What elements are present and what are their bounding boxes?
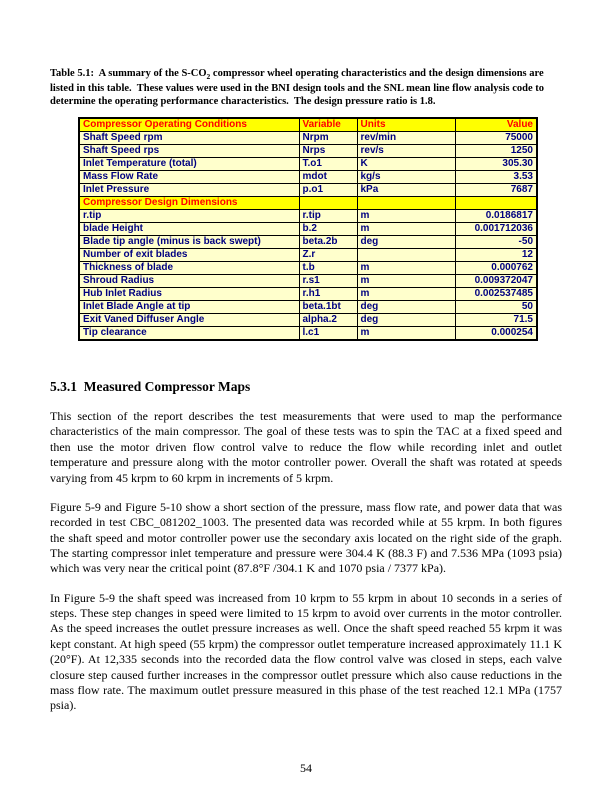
cell-units: rev/s bbox=[357, 145, 455, 158]
empty-cell bbox=[455, 197, 537, 210]
cell-name: Hub Inlet Radius bbox=[79, 288, 299, 301]
cell-variable: Nrpm bbox=[299, 132, 357, 145]
table-row bbox=[79, 210, 537, 223]
cell-name: Tip clearance bbox=[79, 327, 299, 341]
section-heading: 5.3.1 Measured Compressor Maps bbox=[50, 379, 251, 395]
cell-value: 0.000762 bbox=[455, 262, 537, 275]
cell-variable: r.h1 bbox=[299, 288, 357, 301]
cell-value: 0.002537485 bbox=[455, 288, 537, 301]
cell-value: 0.000254 bbox=[455, 327, 537, 341]
table-row bbox=[79, 314, 537, 327]
table-section-header-row bbox=[79, 197, 537, 210]
cell-units: deg bbox=[357, 314, 455, 327]
cell-variable: l.c1 bbox=[299, 327, 357, 341]
table-row bbox=[79, 288, 537, 301]
table-caption bbox=[50, 67, 562, 109]
table-caption-subscript: 2 bbox=[206, 72, 211, 82]
empty-cell bbox=[299, 197, 357, 210]
cell-value: 7687 bbox=[455, 184, 537, 197]
paragraph: In Figure 5-9 the shaft speed was increased from 10 krpm to 55 krpm in about 10 seconds in a series of steps. These step changes in speed were limited to 15 krpm to avoid over currents in the motor controller. As the speed increases the outlet pressure increases as well. Once the shaft speed reached 55 krpm it was kept constant. At high speed (55 krpm) the compressor outlet temperature increased approximately 11.1 K (20°F). At 12,335 seconds into the recorded data the flow control valve was closed in steps, each valve closure step caused further increases in the compressor outlet pressure which also cause reductions in the mass flow rate. The maximum outlet pressure measured in this phase of the test reached 12.1 MPa (1757 psia). bbox=[50, 590, 562, 713]
cell-value: -50 bbox=[455, 236, 537, 249]
cell-variable: Z.r bbox=[299, 249, 357, 262]
header-variable: Variable bbox=[299, 118, 357, 132]
cell-name: Shaft Speed rps bbox=[79, 145, 299, 158]
cell-variable: p.o1 bbox=[299, 184, 357, 197]
table-row bbox=[79, 275, 537, 288]
design-header-label: Compressor Design Dimensions bbox=[79, 197, 299, 210]
cell-variable: alpha.2 bbox=[299, 314, 357, 327]
table-row bbox=[79, 145, 537, 158]
cell-name: Inlet Pressure bbox=[79, 184, 299, 197]
cell-value: 50 bbox=[455, 301, 537, 314]
table-row bbox=[79, 132, 537, 145]
empty-cell bbox=[357, 197, 455, 210]
cell-units: m bbox=[357, 210, 455, 223]
cell-name: Shaft Speed rpm bbox=[79, 132, 299, 145]
cell-variable: Nrps bbox=[299, 145, 357, 158]
table-row bbox=[79, 249, 537, 262]
table-row bbox=[79, 236, 537, 249]
cell-variable: beta.1bt bbox=[299, 301, 357, 314]
header-units: Units bbox=[357, 118, 455, 132]
cell-name: Thickness of blade bbox=[79, 262, 299, 275]
cell-units: deg bbox=[357, 301, 455, 314]
table-row bbox=[79, 184, 537, 197]
cell-name: Inlet Temperature (total) bbox=[79, 158, 299, 171]
cell-name: Mass Flow Rate bbox=[79, 171, 299, 184]
table-row bbox=[79, 171, 537, 184]
cell-name: Exit Vaned Diffuser Angle bbox=[79, 314, 299, 327]
table-row bbox=[79, 301, 537, 314]
cell-variable: b.2 bbox=[299, 223, 357, 236]
cell-value: 3.53 bbox=[455, 171, 537, 184]
cell-units: kg/s bbox=[357, 171, 455, 184]
cell-value: 12 bbox=[455, 249, 537, 262]
cell-units: m bbox=[357, 327, 455, 341]
cell-value: 71.5 bbox=[455, 314, 537, 327]
cell-units: kPa bbox=[357, 184, 455, 197]
paragraph: Figure 5-9 and Figure 5-10 show a short section of the pressure, mass flow rate, and power data that was recorded in test CBC_081202_1003. The presented data was recorded while at 55 krpm. In both figures the shaft speed and motor controller power use the secondary axis located on the right side of the graph. The starting compressor inlet temperature and pressure were 304.4 K (88.3 F) and 7.536 MPa (1093 psia) which was very near the critical point (87.8°F /304.1 K and 1070 psia / 7377 kPa). bbox=[50, 499, 562, 576]
cell-value: 0.001712036 bbox=[455, 223, 537, 236]
compressor-table bbox=[78, 117, 538, 341]
cell-name: Inlet Blade Angle at tip bbox=[79, 301, 299, 314]
table-caption-pre: Table 5.1: A summary of the S-CO bbox=[50, 68, 207, 79]
cell-units: m bbox=[357, 223, 455, 236]
cell-name: Shroud Radius bbox=[79, 275, 299, 288]
cell-variable: r.tip bbox=[299, 210, 357, 223]
cell-units: K bbox=[357, 158, 455, 171]
cell-units: m bbox=[357, 288, 455, 301]
cell-name: r.tip bbox=[79, 210, 299, 223]
table-wrapper bbox=[78, 117, 562, 341]
cell-value: 305.30 bbox=[455, 158, 537, 171]
cell-value: 1250 bbox=[455, 145, 537, 158]
table-row bbox=[79, 158, 537, 171]
cell-variable: r.s1 bbox=[299, 275, 357, 288]
cell-value: 0.0186817 bbox=[455, 210, 537, 223]
cell-name: Number of exit blades bbox=[79, 249, 299, 262]
cell-variable: t.b bbox=[299, 262, 357, 275]
cell-value: 0.009372047 bbox=[455, 275, 537, 288]
cell-variable: mdot bbox=[299, 171, 357, 184]
paragraph: This section of the report describes the test measurements that were used to map the performance characteristics of the main compressor. The goal of these tests was to spin the TAC at a fixed speed and then use the motor driven flow control valve to reduce the flow while recording inlet and outlet temperature and pressure along with the motor controller power. Overall the shaft was rotated at speeds varying from 45 krpm to 60 krpm in increments of 5 krpm. bbox=[50, 409, 562, 485]
cell-units: m bbox=[357, 275, 455, 288]
cell-units: rev/min bbox=[357, 132, 455, 145]
table-row bbox=[79, 223, 537, 236]
header-value: Value bbox=[455, 118, 537, 132]
cell-units: deg bbox=[357, 236, 455, 249]
table-row bbox=[79, 262, 537, 275]
table-row bbox=[79, 327, 537, 341]
table-caption-post: compressor wheel operating characteristics and the design dimensions are listed in this table. These values were used in the BNI design tools and the SNL mean line flow analysis code to determine the operating performance characteristics. The design pressure ratio is 1.8. bbox=[50, 68, 545, 108]
table-header-row bbox=[79, 118, 537, 132]
cell-units: m bbox=[357, 262, 455, 275]
cell-name: blade Height bbox=[79, 223, 299, 236]
cell-variable: T.o1 bbox=[299, 158, 357, 171]
cell-name: Blade tip angle (minus is back swept) bbox=[79, 236, 299, 249]
page-number: 54 bbox=[300, 761, 312, 775]
header-name: Compressor Operating Conditions bbox=[79, 118, 299, 132]
cell-variable: beta.2b bbox=[299, 236, 357, 249]
cell-value: 75000 bbox=[455, 132, 537, 145]
cell-units bbox=[357, 249, 455, 262]
